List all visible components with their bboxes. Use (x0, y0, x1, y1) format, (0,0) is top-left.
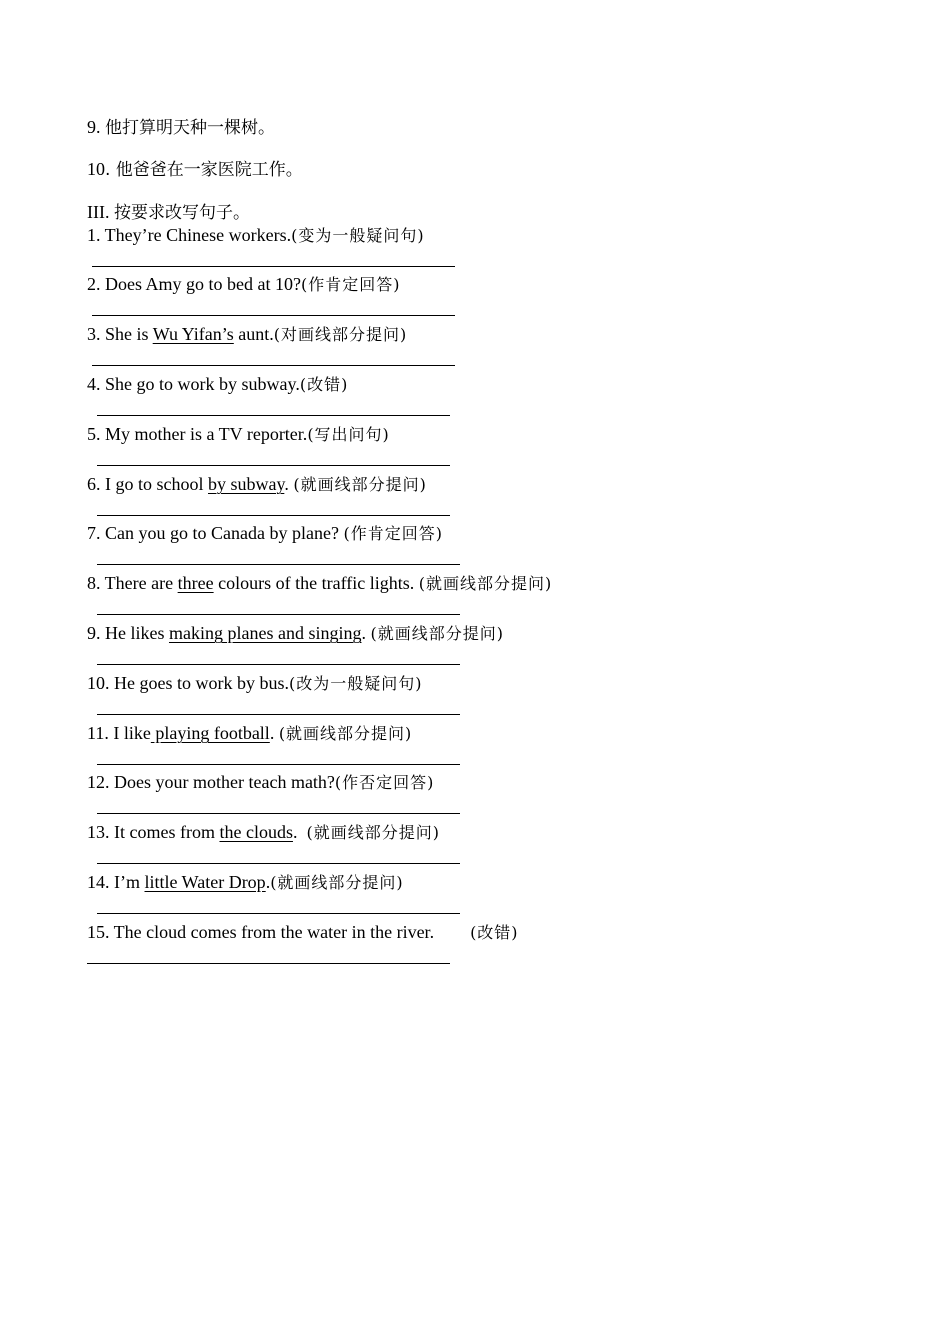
section-heading (87, 201, 250, 224)
instruction-note: (作肯定回答) (343, 524, 443, 543)
instruction-note: (就画线部分提问) (293, 475, 427, 494)
exercise-item-4 (87, 373, 348, 396)
instruction-note: (变为一般疑问句) (291, 226, 425, 245)
instruction-note: (作否定回答) (334, 773, 435, 792)
translate-item-9 (87, 116, 275, 139)
sentence-text: . (284, 474, 294, 494)
answer-blank[interactable] (92, 315, 455, 316)
exercise-item-7 (87, 522, 443, 545)
sentence-text: 12. Does your mother teach math? (87, 772, 335, 792)
instruction-note: (作肯定回答) (300, 275, 401, 294)
underlined-text: playing football (150, 723, 270, 743)
answer-blank[interactable] (97, 465, 450, 466)
underlined-text: three (177, 573, 214, 593)
instruction-note: (改为一般疑问句) (288, 674, 423, 693)
item-number: 9. (87, 117, 105, 137)
instruction-note: (改错) (299, 375, 349, 394)
sentence-text: 7. Can you go to Canada by plane? (87, 523, 344, 543)
chinese-sentence: . 他爸爸在一家医院工作。 (105, 160, 303, 180)
answer-blank[interactable] (97, 913, 460, 914)
sentence-text: 4. She go to work by subway. (87, 374, 300, 394)
sentence-text: 14. I’m (87, 872, 145, 892)
exercise-item-12 (87, 771, 434, 794)
underlined-text: making planes and singing (168, 623, 362, 643)
exercise-item-11 (87, 722, 412, 745)
translate-item-10 (87, 158, 303, 181)
exercise-item-5 (87, 423, 390, 446)
answer-blank[interactable] (97, 714, 460, 715)
exercise-item-6 (87, 473, 427, 496)
section-title: 按要求改写句子。 (113, 203, 250, 223)
instruction-note: (就画线部分提问) (418, 574, 553, 593)
instruction-note: (对画线部分提问) (273, 325, 408, 344)
exercise-item-9 (87, 622, 504, 645)
answer-blank[interactable] (92, 266, 455, 267)
sentence-text: aunt. (233, 324, 274, 344)
chinese-sentence: 他打算明天种一棵树。 (105, 118, 275, 138)
section-number: III. (87, 202, 114, 222)
sentence-text: 9. He likes (87, 623, 169, 643)
answer-blank[interactable] (97, 515, 450, 516)
instruction-note: (改错) (470, 923, 519, 942)
underlined-text: the clouds (219, 822, 293, 842)
sentence-text: . (292, 822, 307, 842)
instruction-note: (就画线部分提问) (270, 873, 404, 892)
instruction-note: (写出问句) (307, 425, 390, 444)
sentence-text: 11. I like (87, 723, 151, 743)
sentence-text: . (361, 623, 371, 643)
answer-blank[interactable] (92, 365, 455, 366)
sentence-text: 6. I go to school (87, 474, 208, 494)
answer-blank[interactable] (87, 963, 450, 964)
sentence-text: 13. It comes from (87, 822, 220, 842)
sentence-text: 3. She is (87, 324, 153, 344)
answer-blank[interactable] (97, 813, 460, 814)
exercise-item-10 (87, 672, 422, 695)
instruction-note: (就画线部分提问) (278, 724, 413, 743)
exercise-item-2 (87, 273, 400, 296)
answer-blank[interactable] (97, 564, 460, 565)
instruction-note: (就画线部分提问) (370, 624, 504, 643)
sentence-text: 1. They’re Chinese workers. (87, 225, 292, 245)
instruction-note: (就画线部分提问) (306, 823, 440, 842)
answer-blank[interactable] (97, 415, 450, 416)
exercise-item-14 (87, 871, 404, 894)
sentence-text: 8. There are (87, 573, 178, 593)
sentence-text: 2. Does Amy go to bed at 10? (87, 274, 301, 294)
exercise-item-15 (87, 921, 519, 944)
sentence-text: colours of the traffic lights. (213, 573, 419, 593)
answer-blank[interactable] (97, 614, 460, 615)
sentence-text: . (269, 723, 279, 743)
exercise-item-13 (87, 821, 440, 844)
answer-blank[interactable] (97, 863, 460, 864)
sentence-text: 15. The cloud comes from the water in the river. (87, 922, 471, 942)
exercise-item-8 (87, 572, 552, 595)
underlined-text: by subway (208, 474, 285, 494)
sentence-text: 10. He goes to work by bus. (87, 673, 289, 693)
sentence-text: 5. My mother is a TV reporter. (87, 424, 308, 444)
exercise-item-1 (87, 224, 425, 247)
exercise-item-3 (87, 323, 407, 346)
underlined-text: little Water Drop (144, 872, 266, 892)
item-number: 10 (87, 159, 105, 179)
underlined-text: Wu Yifan’s (152, 324, 234, 344)
answer-blank[interactable] (97, 764, 460, 765)
sentence-text: . (265, 872, 271, 892)
answer-blank[interactable] (97, 664, 460, 665)
